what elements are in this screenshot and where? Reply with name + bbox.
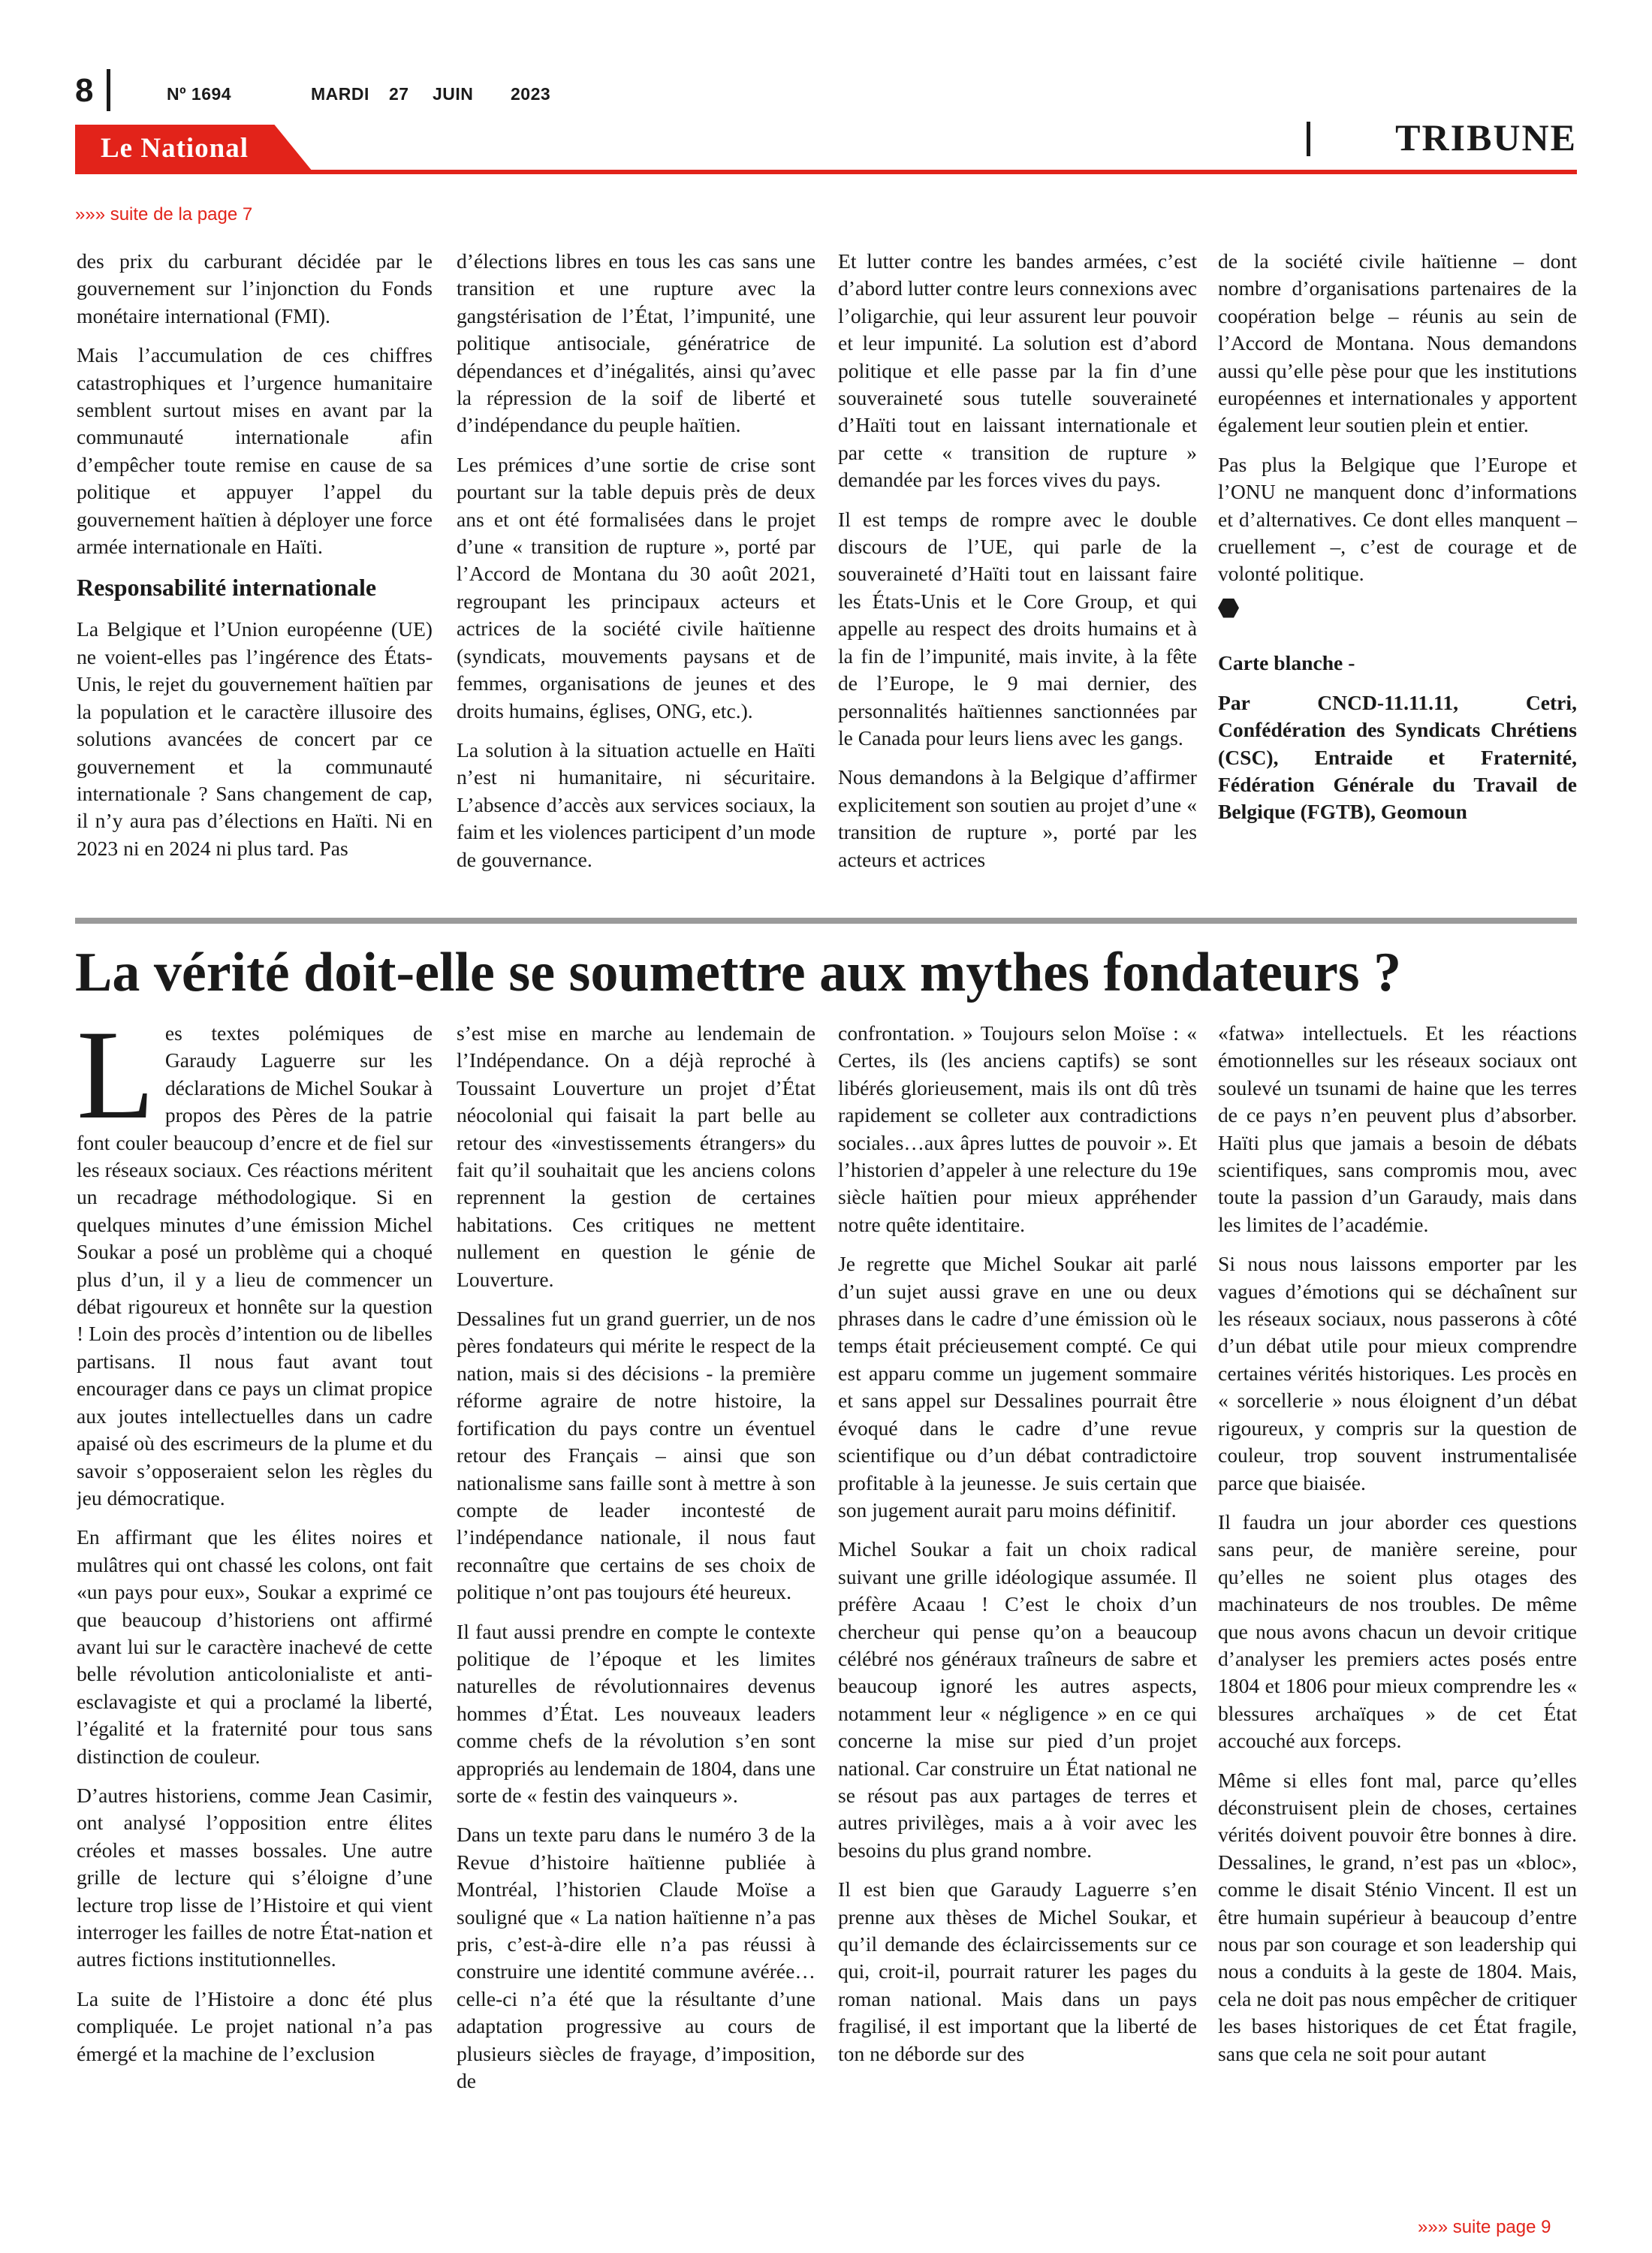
paragraph: es textes polémiques de Garaudy Laguerre sur les déclarations de Michel Soukar à propos des Pères de la patrie font couler beaucoup d’encre et de fiel sur les réseaux sociaux. Ces réactions méritent un recadrage méthodologique. Si en quelques minutes d’une émission Michel Soukar a posé un problème qui a choqué plus d’un, il y a lieu de commencer un débat rigoureux et honnête sur la question ! Loin des procès d’intention ou de libelles partisans. Il nous faut avant tout encourager dans ce pays un climat propice aux joutes intellectuelles dans un cadre apaisé où des escrimeurs de la plume et du savoir s’opposeraient selon les règles du jeu démocratique. [77,1021,433,1510]
article2-column-2 [457,1020,815,2202]
signature-authors: Par CNCD-11.11.11, Cetri, Confédération des Syndicats Chrétiens (CSC), Entraide et Fraternité, Fédération Générale du Travail de Belgique (FGTB), Geomoun [1218,690,1577,824]
paragraph: Même si elles font mal, parce qu’elles déconstruisent plein de choses, certaines vérités doivent pouvoir être bonnes à dire. Dessalines, le grand, n’est pas un «bloc», comme le disait Sténio Vincent. Il est un être humain supérieur à beaucoup d’entre nous par son courage et son leadership qui nous a conduits à la geste de 1804. Mais, cela ne doit pas nous empêcher de critiquer les bases historiques de cet État fragile, sans que cela ne soit pour autant [1218,1768,1577,2065]
paragraph: En affirmant que les élites noires et mulâtres qui ont chassé les colons, ont fait «un pays pour eux», Soukar a exprimé ce que beaucoup d’historiens ont affirmé avant lui sur le caractère inachevé de cette belle révolution anticolonialiste et anti-esclavagiste et qui a proclamé la liberté, l’égalité et la fraternité pour tous sans distinction de couleur. [77,1525,433,1768]
paragraph: Il faudra un jour aborder ces questions sans peur, de manière sereine, pour qu’elles ne soient plus otages des machinateurs de nos troubles. De même que nous avons chacun un devoir critique d’analyser les premiers actes posés entre 1804 et 1806 pour mieux comprendre les « blessures archaïques » de cet État accouché aux forceps. [1218,1510,1577,1753]
issue-year: 2023 [511,84,551,104]
paragraph: «fatwa» intellectuels. Et les réactions émotionnelles sur les réseaux sociaux ont soulevé un tsunami de haine que les terres de ce pays n’en peuvent plus d’absorber. Haïti plus que jamais a besoin de débats scientifiques, sans compromis mou, avec toute la passion d’un Garaudy, mais dans les limites de l’académie. [1218,1021,1577,1236]
paragraph: Nous demandons à la Belgique d’affirmer explicitement son soutien au projet d’une « transition de rupture », porté par les acteurs et actrices [838,765,1197,871]
paragraph: Je regrette que Michel Soukar ait parlé d’un sujet aussi grave en une ou deux phrases dans le cadre d’une émission où le temps était précieusement compté. Ce qui est apparu comme un jugement sommaire et sans appel sur Dessalines pourrait être évoqué dans le cadre d’une revue scientifique ou d’un débat contradictoire profitable à la jeunesse. Je suis certain que son jugement aurait paru moins définitif. [838,1252,1197,1522]
article1-column-2 [457,248,815,900]
paragraph: Et lutter contre les bandes armées, c’est d’abord lutter contre leurs connexions avec l’oligarchie, qui leur assurent leur pouvoir et leur impunité. La solution est d’abord politique et elle passe par la fin d’une souveraineté sous tutelle souveraineté d’Haïti tout en laissant internationale et par cette « transition de rupture » demandée par les forces vives du pays. [838,249,1197,492]
continued-from-link[interactable]: »»» suite de la page 7 [75,204,253,225]
brand-name: Le National [101,133,249,164]
rubric-separator [1307,122,1310,156]
paragraph: s’est mise en marche au lendemain de l’Indépendance. On a déjà reproché à Toussaint Louverture un projet d’État néocolonial qui faisait la part belle au retour des «investissements étrangers» du fait qu’il souhaitait que les anciens colons reprennent la gestion de certaines habitations. Ces critiques ne mettent nullement en question le génie de Louverture. [457,1021,815,1291]
article-divider [75,918,1577,924]
signature-title: Carte blanche - [1218,651,1355,675]
paragraph: D’autres historiens, comme Jean Casimir, ont analysé l’opposition entre élites créoles et masses bossales. Une autre grille de lecture qui s’éloigne d’une lecture trop lisse de l’Histoire et qui vient interroger les failles de notre État-nation et autres fictions institutionnelles. [77,1783,433,1971]
paragraph: Les prémices d’une sortie de crise sont pourtant sur la table depuis près de deux ans et ont été formalisées dans le projet d’une « transition de rupture », porté par l’Accord de Montana du 30 août 2021, regroupant les principaux acteurs et actrices de la société civile haïtienne (syndicats, mouvements paysans et de femmes, organisations de jeunes et des droits humains, églises, ONG, etc.). [457,452,815,722]
paragraph: Si nous nous laissons emporter par les vagues d’émotions qui se déchaînent sur les réseaux sociaux, nous passerons à côté d’un débat utile pour mieux comprendre certaines vérités historiques. Les procès en « sorcellerie » nous éloignent d’un débat rigoureux, y compris sur la question de couleur, trop souvent instrumentalisée parce que biaisée. [1218,1252,1577,1494]
article2-headline: La vérité doit-elle se soumettre aux mythes fondateurs ? [75,942,1402,1003]
header-rule [75,170,1577,174]
article1-subhead: Responsabilité internationale [77,574,377,602]
paragraph: Mais l’accumulation de ces chiffres catastrophiques et l’urgence humanitaire semblent surtout mises en avant par la communauté internationale afin d’empêcher toute remise en cause de sa politique et appuyer l’appel du gouvernement haïtien à déployer une force armée internationale en Haïti. [77,343,433,559]
paragraph: Dessalines fut un grand guerrier, un de nos pères fondateurs qui mérite le respect de la nation, mais si des décisions - la première réforme agraire de notre histoire, la fortification du pays contre un éventuel retour des Français – ainsi que son nationalisme sans faille sont à mettre à son compte de leader incontesté de l’indépendance nationale, il nous faut reconnaître que certains de ses choix de politique n’ont pas toujours été heureux. [457,1307,815,1604]
paragraph: Il est temps de rompre avec le double discours de l’UE, qui parle de la souveraineté d’Haïti tout en laissant faire les États-Unis et le Core Group, et qui appelle au respect des droits humains et à la fin de l’impunité, mais invite, à la fête de l’Europe, le 9 mai dernier, des personnalités haïtiennes sanctionnées par le Canada pour leurs liens avec les gangs. [838,507,1197,749]
paragraph: des prix du carburant décidée par le gouvernement sur l’injonction du Fonds monétaire international (FMI). [77,249,433,327]
paragraph: Il est bien que Garaudy Laguerre s’en prenne aux thèses de Michel Soukar, et qu’il demande des éclaircissements sur ce qui, croit-il, pourrait raturer les pages du roman national. Mais dans un pays fragilisé, il est important que la liberté de ton ne déborde sur des [838,1878,1197,2065]
article2-column-1 [77,1020,433,2202]
end-of-article-icon [1218,599,1239,618]
article1-column-3 [838,248,1197,900]
paragraph: La Belgique et l’Union européenne (UE) ne voient-elles pas l’ingérence des États-Unis, le rejet du gouvernement haïtien par la population et le caractère illusoire des solutions avancées de concert par ce gouvernement et la communauté internationale ? Sans changement de cap, il n’y aura pas d’élections en Haïti. Ni en 2023 ni en 2024 ni plus tard. Pas [77,617,433,860]
issue-day: MARDI [311,84,369,104]
drop-cap: L [77,1020,155,1145]
paragraph: Il faut aussi prendre en compte le contexte politique de l’époque et les limites naturelles de révolutionnaires devenus hommes d’État. Les nouveaux leaders comme chefs de la révolution s’en sont appropriés au lendemain de 1804, dans une sorte de « festin des vainqueurs ». [457,1619,815,1807]
page-number: 8 [75,72,94,109]
paragraph: La solution à la situation actuelle en Haïti n’est ni humanitaire, ni sécuritaire. L’absence d’accès aux services sociaux, la faim et les violences participent d’un mode de gouvernance. [457,737,815,871]
issue-number: Nº 1694 [167,84,232,104]
paragraph: La suite de l’Histoire a donc été plus compliquée. Le projet national n’a pas émergé et la machine de l’exclusion [77,1986,433,2065]
article2-column-4 [1218,1020,1577,2202]
paragraph: Michel Soukar a fait un choix radical suivant une grille idéologique assumée. Il préfère Acaau ! C’est le choix d’un chercheur qui pense qu’on a beaucoup célébré nos généraux traîneurs de sabre et beaucoup ignoré les autres aspects, notamment leur « négligence » en ce qui concerne la mise sur pied d’un projet national. Car construire un État national ne se résout pas aux partages de terres et autres privilèges, mais a à voir avec les besoins du plus grand nombre. [838,1537,1197,1862]
paragraph: de la société civile haïtienne – dont nombre d’organisations partenaires de la coopération belge – réunis au sein de l’Accord de Montana. Nous demandons aussi qu’elle pèse pour que les institutions européennes et internationales y apportent également leur soutien plein et entier. [1218,249,1577,437]
article2-column-3 [838,1020,1197,2202]
article1-column-1 [77,248,433,900]
rubric-title: TRIBUNE [1395,116,1577,158]
paragraph: d’élections libres en tous les cas sans une transition et une rupture avec la gangstérisation de l’État, l’impunité, une politique antisociale, génératrice de dépendances et d’inégalités, ainsi qu’avec la répression de la soif de liberté et d’indépendance du peuple haïtien. [457,249,815,437]
paragraph: confrontation. » Toujours selon Moïse : « Certes, ils (les anciens captifs) se sont libérés glorieusement, mais ils ont dû très rapidement se colleter aux contradictions sociales…aux âpres luttes de pouvoir ». Et l’historien d’appeler à une relecture du 19e siècle haïtien pour mieux appréhender notre quête identitaire. [838,1021,1197,1236]
issue-month: JUIN [433,84,474,104]
article1-column-4 [1218,248,1577,900]
paragraph: Dans un texte paru dans le numéro 3 de la Revue d’histoire haïtienne publiée à Montréal, l’historien Claude Moïse a souligné que « La nation haïtienne n’a pas pris, c’est-à-dire elle n’a pas réussi à construire une identité commune avérée…celle-ci n’a été que la résultante d’une adaptation progressive au cours de plusieurs siècles de frayage, d’imposition, de [457,1823,815,2093]
issue-date-day: 27 [389,84,409,104]
header-separator [107,69,110,111]
continued-on-link[interactable]: »»» suite page 9 [1418,2217,1551,2237]
paragraph: Pas plus la Belgique que l’Europe et l’ONU ne manquent donc d’informations et d’alternatives. Ce dont elles manquent – cruellement –, c’est de courage et de volonté politique. [1218,452,1577,586]
